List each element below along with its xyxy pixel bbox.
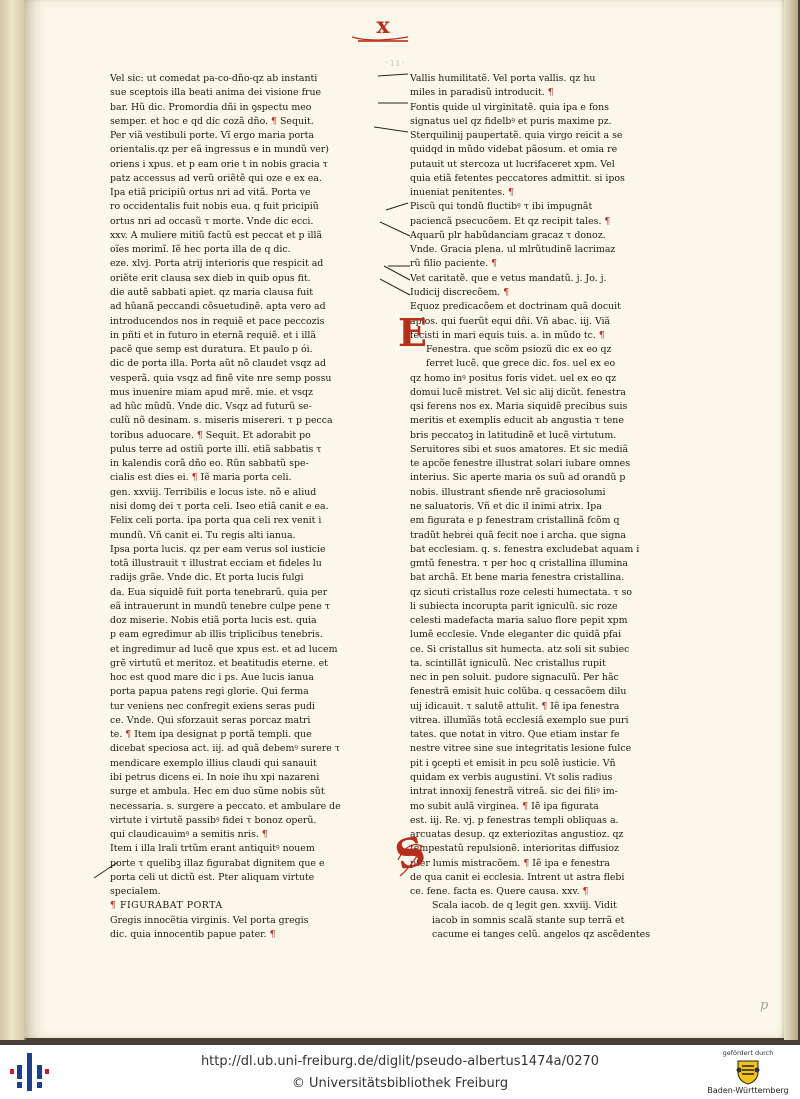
- text-line: Vallis humilitatẽ. Vel porta vallis. qz hu: [410, 73, 596, 84]
- text-line: interius. Sic aperte maria os suũ ad orandũ p: [410, 472, 626, 484]
- sponsor-badge: [700, 1046, 796, 1098]
- text-line: Aquarũ plr habũdanciam gracaz τ donoz.: [410, 229, 606, 241]
- text-line: putauit ut stercoza ut lucrifaceret xpm. Vel: [410, 158, 615, 170]
- text-line: paciencã psecucõem. Et qz recipit tales. ¶: [410, 215, 611, 227]
- text-line: orientalis.qz per eã ingressus e in mundũ ver): [110, 144, 329, 156]
- rubric-flourish: [352, 37, 408, 40]
- text-line: celesti madefacta maria saluo flore pepit xpm: [410, 615, 628, 627]
- text-line: pacẽ que semp est duratura. Et paulo p ói.: [110, 344, 313, 356]
- text-line: est. iij. Re. vj. p fenestras templi obliquas a.: [410, 814, 619, 826]
- margin-stroke: [94, 862, 118, 878]
- text-line: uij idicauit. τ salutẽ attulit. ¶ Iẽ ipa fenestra: [410, 700, 620, 712]
- text-line: mundũ. Vñ canit ei. Tu regis alti ianua.: [110, 529, 296, 541]
- text-line: tempestatũ repulsionẽ. interioritas diffusioz: [410, 843, 619, 855]
- text-line: Per viã vestibuli porte. Vĩ ergo maria porta: [110, 130, 315, 142]
- text-line: gen. xxviij. Terribilis e locus iste. nõ e aliud: [110, 486, 317, 498]
- text-line: fenestrã emisit huic colũba. q cessacõem dilu: [410, 686, 627, 698]
- text-line: culũ nõ desinam. s. miseris misereri. τ p pecca: [110, 415, 333, 427]
- text-line: dic. quia innocentib papue pater. ¶: [110, 928, 276, 940]
- text-line: meritis et exemplis educit ab angustia τ tene: [410, 415, 624, 427]
- text-line: semper. et hoc e qd dic cozã dño. ¶ Sequit.: [110, 115, 314, 127]
- pencil-annotation: p: [760, 998, 769, 1013]
- text-line: tradũt hebrei quã fecit noe i archa. que signa: [410, 529, 626, 541]
- text-line: ad hũanã peccandi cõsuetudinẽ. apta vero ad: [110, 301, 326, 313]
- text-line: nisi domꝯ dei τ porta celi. Iseo etiã canit e ea.: [110, 500, 329, 512]
- text-line: necessaria. s. surgere a peccato. et ambulare de: [110, 800, 341, 812]
- text-line: oriens i xpus. et p eam orie t in nobis gracia τ: [110, 158, 328, 170]
- text-line: porta celi ut dictũ est. Pter aliquam virtute: [110, 871, 315, 883]
- text-line: in pñti et in futuro in eternã requiẽ. et i illã: [110, 329, 316, 341]
- text-line: quidqd in mũdo videbat pãosum. et omia re: [410, 144, 618, 156]
- text-line: intrat innoxij fenestrã vitreã. sic dei filiꝰ im-: [410, 786, 618, 798]
- text-line: dicebat speciosa act. iij. ad quã debemꝰ surere τ: [110, 743, 341, 755]
- text-line: Fontis quide ul virginitatẽ. quia ipa e fons: [410, 101, 609, 113]
- text-line: bat ecclesiam. q. s. fenestra excludebat aquam i: [410, 543, 640, 555]
- text-line: ce. Vnde. Qui sforzauit seras porcaz matri: [110, 714, 311, 726]
- text-line: ce. fene. facta es. Quere causa. xxv. ¶: [410, 886, 589, 898]
- text-line: bris peccatoꝫ in latitudinẽ et lucẽ virtutum.: [410, 429, 617, 441]
- text-line: doz miserie. Nobis etiã porta lucis est. quia: [110, 615, 317, 627]
- text-line: oĩes morimĩ. Iẽ hec porta illa de q dic.: [110, 244, 291, 256]
- text-line: bat archã. Et bene maria fenestra cristallina.: [410, 572, 625, 584]
- text-line: ferret lucẽ. que grece dic. fos. uel ex eo: [426, 358, 616, 370]
- text-line: Equoz predicacõem et doctrinam quã docuit: [410, 301, 621, 313]
- text-line: te apcõe fenestre illustrat solari iubare omnes: [410, 458, 631, 470]
- text-line: die autẽ sabbati apiet. qz maria clausa fuit: [110, 286, 314, 298]
- text-line: vitrea. illumĩãs totã ecclesiã exemplo sue puri: [410, 714, 629, 726]
- text-line: miles in paradisũ introducit. ¶: [410, 87, 554, 99]
- text-line: Ipa etiã pricipiũ ortus nri ad vitã. Porta ve: [110, 187, 311, 199]
- text-line: fecisti in mari equis tuis. a. in mũdo tc. ¶: [410, 329, 605, 341]
- margin-stroke: [384, 266, 410, 280]
- sponsor-name: Baden-Württemberg: [707, 1086, 789, 1095]
- text-line: aplos. qui fuerũt equi dñi. Vñ abac. iij. Viã: [410, 315, 611, 327]
- margin-stroke: [380, 222, 410, 236]
- rubric-flourish: [398, 845, 422, 876]
- text-line: xxv. A muliere mitiũ factũ est peccat et p illã: [110, 229, 323, 241]
- text-line: Piscũ qui tondũ fluctibꝰ τ ibi impugnãt: [410, 201, 593, 213]
- text-line: oriẽte erit clausa sex dieb in quib opus fit.: [110, 272, 311, 284]
- text-line: da. Eua siquidẽ fuit porta tenebrarũ. quia per: [110, 586, 328, 598]
- text-line: p eam egredimur ab illis triplicibus tenebris.: [110, 629, 323, 641]
- text-line: nobis. illustrant sfiende nrẽ graciosolumi: [410, 486, 606, 498]
- text-line: Vet caritatẽ. que e vetus mandatũ. j. Jo. j.: [410, 272, 607, 284]
- text-line: cacume ei tanges celũ. angelos qz ascẽdentes: [432, 928, 651, 940]
- margin-stroke: [378, 74, 408, 76]
- text-line: Felix celi porta. ipa porta qua celi rex venit i: [110, 515, 322, 527]
- text-line: li subiecta incorupta parit igniculũ. sic roze: [410, 600, 618, 612]
- text-line: te. ¶ Item ipa designat p portã templi. que: [110, 729, 312, 741]
- text-line: mo subit aulã virginea. ¶ Iẽ ipa figurata: [410, 800, 599, 812]
- text-line: Seruitores sibi et suos amatores. Et sic mediã: [410, 443, 629, 455]
- text-line: toribus aduocare. ¶ Sequit. Et adorabit po: [110, 429, 311, 441]
- text-line: Gregis innocẽtia virginis. Vel porta gregis: [110, 914, 309, 926]
- text-line: pter lumis mistracõem. ¶ Iẽ ipa e fenestra: [410, 857, 610, 869]
- text-line: totã illustrauit τ illustrat ecciam et fideles lu: [110, 558, 322, 570]
- source-url[interactable]: http://dl.ub.uni-freiburg.de/diglit/pseudo-albertus1474a/0270: [200, 1054, 600, 1069]
- text-line: grẽ virtutũ et meritoz. et beatitudis eterne. et: [110, 657, 328, 669]
- text-line: Sterquilinij paupertatẽ. quia virgo reicit a se: [410, 130, 623, 142]
- text-line: qui claudicauimꝰ a semitis nris. ¶: [110, 829, 268, 841]
- text-line: surge et ambula. Hec em duo sũme nobis sũt: [110, 786, 325, 798]
- text-line: ad hũc mũdũ. Vnde dic. Vsqz ad futurũ se-: [110, 401, 312, 413]
- text-line: Vnde. Gracia plena. ul mlrũtudinẽ lacrimaz: [410, 244, 616, 256]
- text-line: eã intrauerunt in mundũ tenebre culpe pene τ: [110, 600, 330, 612]
- text-line: hoc est quod mare dic i ps. Aue lucis ianua: [110, 672, 314, 684]
- text-line: virtute i virtutẽ passibꝰ fidei τ bonoz operũ.: [110, 814, 317, 826]
- text-line: qz homo inꝰ positus foris videt. uel ex eo qz: [410, 372, 617, 384]
- text-line: in kalendis corã dño eo. Rũn sabbatũ spe-: [110, 458, 309, 470]
- text-line: quidam ex verbis augustini. Vt solis radius: [410, 772, 613, 784]
- text-line: ¶ FIGURABAT PORTA: [110, 900, 223, 912]
- text-line: de qua canit ei ecclesia. Intrent ut astra flebi: [410, 871, 625, 883]
- text-line: ortus nri ad occasũ τ morte. Vnde dic ecci.: [110, 215, 314, 227]
- text-line: iacob in somnis scalã stante sup terrã et: [432, 914, 625, 926]
- text-line: ce. Si cristallus sit humecta. atz soli sit subiec: [410, 643, 630, 655]
- text-line: pulus terre ad ostiũ porte illi. etiã sabbatis τ: [110, 443, 322, 455]
- text-line: ta. scintillãt igniculũ. Nec cristallus rupit: [410, 657, 606, 669]
- text-line: inueniat penitentes. ¶: [410, 187, 514, 199]
- text-line: et ingredimur ad lucẽ que xpus est. et ad lucem: [110, 643, 338, 655]
- text-line: lumẽ ecclesie. Vnde eleganter dic quidã pfai: [410, 629, 622, 641]
- text-line: pit i ꝯcepti et emisit in pcu solẽ iusticie. Vñ: [410, 757, 616, 769]
- text-line: tur veniens nec confregit exiens seras pudi: [110, 700, 315, 712]
- text-line: eze. xlvj. Porta atrij interioris que respicit ad: [110, 258, 324, 270]
- margin-stroke: [380, 279, 410, 295]
- text-line: mus inuenire miam apud mrẽ. mie. et vsqz: [110, 386, 313, 398]
- text-line: arcuatas desup. qz exteriozitas angustioz. qz: [410, 829, 624, 841]
- text-line: Vel sic: ut comedat pa-co-dño-qz ab instanti: [110, 73, 318, 84]
- text-line: Iudicij discrecõem. ¶: [410, 286, 510, 298]
- text-line: qsi ferens nos ex. Maria siquidẽ precibus suis: [410, 401, 628, 413]
- margin-stroke: [386, 203, 408, 210]
- text-line: Item i illa lrali trtũm erant antiquitꝰ nouem: [110, 843, 315, 855]
- copyright-notice: © Universitätsbibliothek Freiburg: [291, 1076, 509, 1091]
- text-line: radijs grãe. Vnde dic. Et porta lucis fulgi: [110, 572, 304, 584]
- text-line: nestre vitree sine sue integritatis lesione fulce: [410, 743, 632, 755]
- text-line: gmtũ fenestra. τ per hoc q cristallina illumina: [410, 558, 629, 570]
- text-line: qz sicuti cristallus roze celesti humectata. τ so: [410, 586, 633, 598]
- text-line: bar. Hũ dic. Promordia dñi in ꝯspectu meo: [110, 101, 312, 113]
- text-line: nec in pen soluit. pudore signaculũ. Per hãc: [410, 672, 619, 684]
- text-line: signatus uel qz fidelbꝰ et puris maxime pz.: [410, 115, 612, 127]
- text-line: ro occidentalis fuit nobis eua. q fuit pricipiũ: [110, 201, 319, 213]
- text-line: porte τ quelibꝫ illaz figurabat dignitem que e: [110, 857, 325, 869]
- text-line: tates. que notat in vitro. Que etiam instar fe: [410, 729, 620, 741]
- text-line: em figurata e p fenestram cristallinã fcõm q: [410, 515, 620, 527]
- text-line: domui lucẽ mistret. Vel sic alij dicũt. fenestra: [410, 386, 626, 398]
- text-line: rũ filio paciente. ¶: [410, 258, 498, 270]
- sponsor-label: gefördert durch: [722, 1049, 774, 1057]
- folio-mark: x: [358, 16, 408, 42]
- text-line: introducendos nos in requiẽ et pace peccozis: [110, 315, 325, 327]
- footer-bar: [0, 1045, 800, 1099]
- text-line: patz accessus ad verũ oriẽtẽ qui oze e ex ea.: [110, 172, 322, 184]
- text-line: Fenestra. que scõm psiozũ dic ex eo qz: [426, 344, 612, 356]
- text-line: sue sceptois illa beati anima dei visione frue: [110, 87, 322, 99]
- text-line: ne saluatoris. Vñ et dic il inimi atrix. Ipa: [410, 500, 602, 512]
- text-line: cialis est dies ei. ¶ Iẽ maria porta celi.: [110, 472, 292, 484]
- text-line: porta papua patens regi glorie. Qui ferma: [110, 686, 309, 698]
- text-line: quia etiã fetentes peccatores admittit. si ipos: [410, 172, 625, 184]
- text-line: dic de porta illa. Porta aũt nõ claudet vsqz ad: [110, 358, 326, 370]
- text-line: ibi petrus dicens ei. In noie ihu xpi nazareni: [110, 772, 320, 784]
- margin-stroke: [374, 127, 408, 132]
- text-line: vesperã. quia vsqz ad finẽ vite nre semp possu: [110, 372, 332, 384]
- text-line: Scala iacob. de q legit gen. xxviij. Vidit: [432, 900, 617, 912]
- bleed-through-mark: ·ıı·: [385, 56, 408, 69]
- text-line: mendicare exemplo illius claudi qui sanauit: [110, 757, 317, 769]
- text-line: specialem.: [110, 886, 161, 898]
- rubricated-initial-scala: S: [390, 827, 431, 880]
- state-crest-icon: [735, 1058, 761, 1086]
- text-line: Ipsa porta lucis. qz per eam verus sol iusticie: [110, 543, 326, 555]
- rubricated-initial-fenestra: E: [398, 310, 427, 355]
